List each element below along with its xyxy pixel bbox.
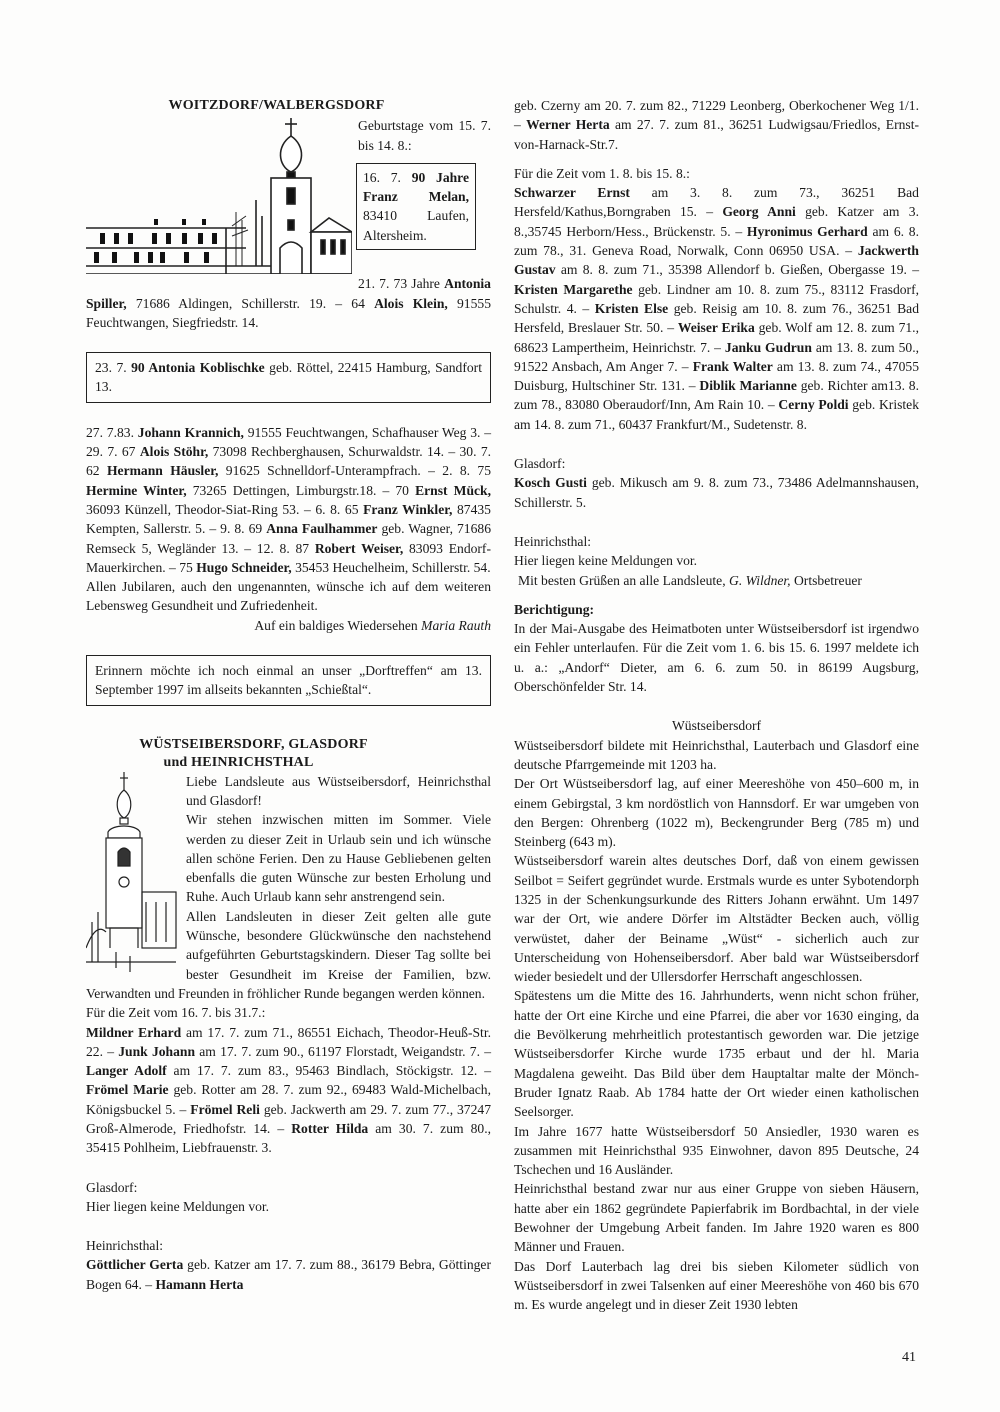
birthday-text: am 17. 7. zum 90., 61197 Florstadt, Weigandstr. 7. – [195,1043,492,1059]
signoff [86,616,491,635]
birthday-text: 91625 Schnelldorf-Unterampfrach. – 2. 8. 75 [218,463,492,479]
birthday-name: Jackwerth Gustav [514,243,919,278]
birthday-text: geb. Jackwerth am 29. 7. zum 77., 37247 Groß-Almerode, Friedhofstr. 14. – [86,1101,491,1136]
birthday-text: am 30. 7. zum 80., 35415 Pohlheim, Liebfrauenstr. 3. [86,1120,491,1156]
highlight-date: 16. 7. [363,169,401,185]
birthday-name: Hermann Häusler, [106,463,219,479]
period-label-august: Für die Zeit vom 1. 8. bis 15. 8.: [514,165,690,181]
birthday-name: Hamann Herta [155,1276,244,1292]
highlight-age: 90 Jahre [411,169,469,185]
birthday-name: Mildner Erhard [86,1024,182,1040]
heinrichsthal-text-2: Hier liegen keine Meldungen vor. [514,553,698,569]
glasdorf-text: Hier liegen keine Meldungen vor. [86,1198,270,1214]
birthday-text: am 13. 8. zum 74., 47055 Duisburg, Hultschiner Str. 131. – [514,358,920,394]
birthday-text: geb. Richter am13. 8. zum 78., 83080 Oberaudorf/Inn, Am Rain 10. – [514,378,919,413]
history-paragraph-3: Wüstseibersdorf warein altes deutsches Dorf, daß von einem gewissen Seilbot = Seifert gegründet wurde. Erstmals wurde es unter Sybotendorph 1325 in der Schenkungsurkunde des Ritters Johann erwähnt. Um 1497 war der Ort, wie andere Dörfer im Altstädter Becken auch, völlig verwüstet, daher der Beiname „Wüst“ - sicherlich auch zur Unterscheidung von Hohenseibersdorf. Aber bald war Wüstseibersdorf wieder besiedelt und der Ullersdorfer Herrschaft angeschlossen. [514,853,919,985]
birthday-text: geb. Mikusch am 9. 8. zum 73., 73486 Adelmannshausen, Schillerstr. 5. [514,475,919,510]
birthday-text: 35453 Heuchelheim, Schillerstr. 54. [291,559,491,575]
birthday-name: Janku Gudrun [724,339,812,355]
history-paragraph-2: Der Ort Wüstseibersdorf lag, auf einer Meereshöhe von 450–600 m, in einem Gebirgstal, 3 km nordöstlich von Hannsdorf. Er war umgeben von den Bergen: Ohrenberg (1022 m), Beckengrunder Berg (785 m) und Steinberg (643 m). [514,776,919,850]
birthday-name: Kristen Margarethe [514,281,633,297]
birthday-name: Göttlicher Gerta [86,1257,184,1273]
history-paragraph-1: Wüstseibersdorf bildete mit Heinrichsthal, Lauterbach und Glasdorf eine deutsche Pfarrgemeinde mit 1203 ha. [514,737,919,772]
birthday-text: am 27. 7. zum 81., 36251 Ludwigsau/Friedlos, Ernst-von-Harnack-Str.7. [514,117,920,152]
birthday-text: 87435 Kempten, Sallerstr. 5. – 9. 8. 69 [86,501,491,537]
heinrichsthal-label-2: Heinrichsthal: [514,533,592,549]
birthday-name: Werner Herta [526,117,610,133]
birthday-list-august [514,183,919,434]
church-village-drawing [86,116,352,274]
reminder-text: Erinnern möchte ich noch einmal an unser „Dorftreffen“ am 13. September 1997 im allseits bekannten „Schießtal“. [95,663,482,698]
birthday-name: Weiser Erika [677,320,755,336]
page-number: 41 [902,1350,916,1365]
wuest-title [16,736,491,772]
left-column [86,96,491,1294]
wuest-paragraph-1: Wir stehen inzwischen mitten im Sommer. Viele werden zu dieser Zeit in Urlaub sein und ich wünsche allen schöne Ferien. Den zu Hause Gebliebenen gelten ebenfalls die guten Wünsche zur besten Erholung und Ruhe. Auch Urlaub kann sehr anstrengend sein. [186,812,491,905]
birthday-text: geb. Rotter am 28. 7. zum 92., 69483 Wald-Michelbach, Königsbuckel 5. – [86,1082,492,1117]
birthday-text: geb. Katzer am 3. 8.,35745 Herborn/Hess., Brückenstr. 5. – [514,204,919,239]
birthday-name: Schwarzer Ernst [514,185,630,201]
woitzdorf-intro: Geburtstage vom 15. 7. bis 14. 8.: [358,118,491,153]
glasdorf-list [514,473,919,512]
birthday-name: Hyronimus Gerhard [746,223,868,239]
history-paragraph-7: Das Dorf Lauterbach lag drei bis sieben Kilometer südlich von Wüstseibersdorf in zwei Talsenken auf einer Meereshöhe von 460 bis 670 m. Es wurde angelegt und in dieser Zeit 1930 lebten [514,1258,919,1313]
birthday-name: Kristen Else [594,300,669,316]
birthday-text: geb. Katzer am 17. 7. zum 88., 36179 Bebra, Göttinger Bogen 64. – [86,1257,491,1292]
birthday-text: 73265 Dettingen, Limburgstr.18. – 70 [186,482,409,498]
glasdorf-label: Glasdorf: [86,1179,138,1195]
history-paragraph-6: Heinrichsthal bestand zwar nur aus einer Gruppe von sieben Häusern, hatte aber ein 1862 gegründete Papierfabrik im Bordbachtal, in der viele Bewohner der Umgebung Arbeit fanden. Im Jahre 1920 waren es 800 Männer und Frauen. [514,1181,919,1255]
wuest-greeting: Liebe Landsleute aus Wüstseibersdorf, Heinrichsthal und Glasdorf! [186,773,491,808]
history-title: Wüstseibersdorf [671,718,762,734]
birthday-text: 27. 7.83. [86,424,134,440]
birthday-name: Langer Adolf [86,1063,167,1079]
birthday-text: 73098 Rechberghausen, Schurwaldstr. 14. – 30. 7. 62 [86,444,492,479]
birthday-text: geb. Lindner am 10. 8. zum 75., 83112 Frasdorf, Schulstr. 4. – [514,281,920,316]
birthday-text: am 6. 8. zum 78., 31. Geneva Road, Norwalk, Conn 06950 USA. – [514,223,919,259]
birthday-text: geb. Reisig am 10. 8. zum 76., 36251 Bad Hersfeld, Breslauer Str. 50. – [514,300,919,336]
birthday-name: Alois Stöhr, [139,444,209,460]
birthday-text: am 17. 7. zum 71., 86551 Eichach, Theodor-Heuß-Str. 22. – [86,1024,492,1059]
birthday-name: Franz Winkler, [363,501,453,517]
signoff-text: Auf ein baldiges Wiedersehen [254,617,418,633]
birthday-text: 83093 Endorf-Mauerkirchen. – 75 [86,540,491,575]
reminder-box [86,655,491,706]
birthday-name: Frömel Marie [86,1082,169,1098]
church-tower-drawing [86,772,182,972]
closing-wishes: Allen Jubilaren, auch den ungenannten, wünsche ich auf dem weiteren Lebensweg Gesundheit und Zufriedenheit. [86,579,491,614]
birthday-text: 91555 Feuchtwangen, Schafhauser Weg 3. – 29. 7. 67 [86,424,492,460]
woitzdorf-title: WOITZDORF/WALBERGSDORF [168,98,385,113]
glasdorf-label-2: Glasdorf: [514,456,566,472]
church-tower-illustration [86,772,182,972]
correction-label [514,600,919,619]
birthday-name: Cerny Poldi [778,397,849,413]
birthday-text: geb. Wolf am 12. 8. zum 71., 68623 Lampertheim, Heinrichstr. 7. – [514,320,919,355]
woitzdorf-paragraph-2 [86,423,491,577]
history-paragraph-4: Spätestens um die Mitte des 16. Jahrhunderts, wenn nicht schon früher, hatte der Ort eine Kirche und eine Pfarrei, die aber vor 1630 einging, da die Bevölkerung mehrheitlich protestantisch geworden war. Die jetzige Wüstseibersdorfer Kirche wurde 1735 erbaut und der hl. Maria Magdalena geweiht. Das Bild über dem Hauptaltar malte der Mönch-Bruder Ignatz Raab. Ab 1784 hatte der Ort wieder einen katholischen Seelsorger. [514,988,919,1120]
birthday-text: geb. Kristek am 14. 8. zum 71., 60437 Frankfurt/M., Sudetenstr. 8. [514,397,919,432]
birthday-name: Frank Walter [692,358,773,374]
birthday-name: Hugo Schneider, [196,559,292,575]
box-date: 23. 7. [95,360,127,376]
birthday-name: Diblik Marianne [699,378,797,394]
birthday-text: am 8. 8. zum 71., 35398 Allendorf b. Gießen, Obergasse 19. – [555,262,919,278]
wuest-paragraph-2: Allen Landsleuten in dieser Zeit gelten alle gute Wünsche, besondere Glückwünsche den nachstehend aufgeführten Geburtstagskindern. Dieser Tag sollte bei bester Gesundheit im Kreise der Familien, bzw. Verwandten und Freunden in fröhlicher Runde begangen werden können. [86,908,491,1001]
birthday-name: Rotter Hilda [291,1120,369,1136]
birthday-text: am 17. 7. zum 83., 95463 Bindlach, Stöckigstr. 12. – [166,1063,492,1079]
birthday-name: Alois Klein, [374,295,448,311]
birthday-text: am 3. 8. zum 73., 36251 Bad Hersfeld/Kathus,Borngraben 15. – [514,185,919,220]
greeting-text: Mit besten Grüßen an alle Landsleute, [518,572,726,588]
wuest-title-line-1: WÜSTSEIBERSDORF, GLASDORF [139,736,368,752]
signoff-name: Maria Rauth [421,617,491,633]
birthday-list-july [86,1023,491,1158]
birthday-name: Frömel Reli [190,1101,260,1117]
heinrichsthal-label: Heinrichsthal: [86,1238,164,1254]
highlight-address: 83410 Laufen, Altersheim. [363,208,469,243]
birthday-text: 71686 Aldingen, Schillerstr. 19. – 64 [126,295,365,311]
woitzdorf-section [86,116,491,332]
box-name: 90 Antonia Koblischke [131,360,265,376]
birthday-name: Antonia Spiller, [86,276,491,311]
koblischke-box [86,352,491,403]
birthday-text: 36093 Künzell, Theodor-Siat-Ring 53. – 6. 8. 65 [86,501,359,517]
heinrichsthal-list-start [86,1255,491,1294]
birthday-name: Kosch Gusti [514,475,587,491]
history-paragraph-5: Im Jahre 1677 hatte Wüstseibersdorf 50 Ansiedler, 1930 waren es zusammen mit Heinrichsthal 935 Einwohner, davon 895 Deutsche, 24 Tschechen und 16 Ausländer. [514,1123,919,1178]
birthday-name: Robert Weiser, [314,540,404,556]
birthday-name: Johann Krannich, [137,424,244,440]
birthday-name: Junk Johann [118,1043,196,1059]
greeting-role: Ortsbetreuer [790,572,862,588]
period-label: Für die Zeit vom 16. 7. bis 31.7.: [86,1005,266,1021]
correction-heading: Berichtigung: [514,601,595,617]
birthday-name: Georg Anni [722,204,796,220]
greeting-name: G. Wildner, [729,572,791,588]
greeting [514,571,919,590]
birthday-name: Anna Faulhammer [266,521,378,537]
birthday-text: 21. 7. 73 Jahre [358,276,440,292]
woitzdorf-highlight-box [356,163,476,250]
box-address: geb. Röttel, 22415 Hamburg, Sandfort 13. [95,360,482,395]
birthday-text: geb. Czerny am 20. 7. zum 82., 71229 Leonberg, Oberkochener Weg 1/1. – [514,98,919,133]
birthday-name: Hermine Winter, [86,482,187,498]
wuest-intro-section [86,772,491,1004]
correction-text: In der Mai-Ausgabe des Heimatboten unter Wüstseibersdorf ist irgendwo ein Fehler unterlaufen. Für die Zeit vom 1. 6. bis 15. 6. 1997 meldete ich u. a.: „Andorf“ Dieter, am 6. 6. zum 50. in 86199 Augsburg, Oberschönfelder Str. 14. [514,621,919,695]
birthday-text: geb. Wagner, 71686 Remseck 5, Wegländer 13. – 12. 8. 87 [86,521,491,556]
birthday-name: Ernst Mück, [415,482,492,498]
wuest-title-line-2: und HEINRICHSTHAL [163,754,314,770]
church-village-illustration [86,116,352,274]
heinrichsthal-list-continued [514,96,919,154]
birthday-text: am 13. 8. zum 50., 91522 Ansbach, Am Anger 7. – [514,339,919,374]
right-column [514,96,919,1315]
highlight-name: Franz Melan, [363,189,469,205]
birthday-text: 91555 Feuchtwangen, Siegfriedstr. 14. [86,295,491,330]
